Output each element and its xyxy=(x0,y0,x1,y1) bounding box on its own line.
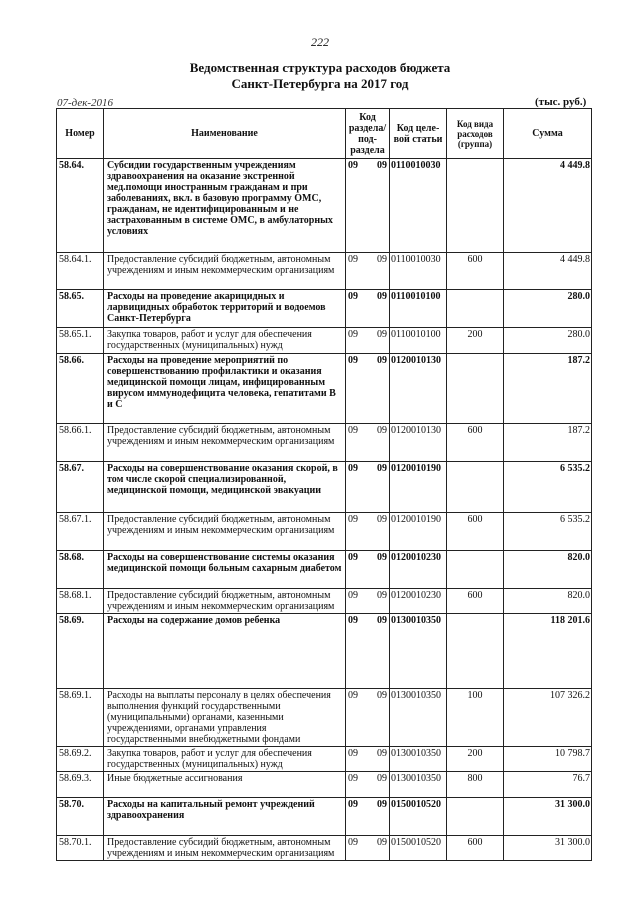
row-expense-type: 200 xyxy=(447,747,504,772)
row-target-code: 0130010350 xyxy=(390,747,447,772)
row-subsection-code: 09 xyxy=(377,773,387,784)
row-name: Предоставление субсидий бюджетным, автономным учреждениям и иным некоммерческим организациям xyxy=(104,589,346,614)
table-row xyxy=(57,689,592,747)
row-sum: 820.0 xyxy=(504,551,592,589)
row-name: Предоставление субсидий бюджетным, автономным учреждениям и иным некоммерческим организациям xyxy=(104,253,346,290)
row-subsection-code: 09 xyxy=(377,615,387,626)
row-number: 58.64. xyxy=(57,159,104,253)
row-section-code: 09 xyxy=(348,355,358,366)
table-row xyxy=(57,462,592,513)
row-section xyxy=(346,462,390,513)
row-name: Предоставление субсидий бюджетным, автономным учреждениям и иным некоммерческим организациям xyxy=(104,513,346,551)
row-section xyxy=(346,614,390,689)
title-line-2: Санкт-Петербурга на 2017 год xyxy=(231,76,409,91)
table-row xyxy=(57,772,592,798)
row-expense-type: 600 xyxy=(447,253,504,290)
row-number: 58.67.1. xyxy=(57,513,104,551)
row-expense-type: 200 xyxy=(447,328,504,354)
row-number: 58.69.3. xyxy=(57,772,104,798)
table-row xyxy=(57,424,592,462)
row-subsection-code: 09 xyxy=(377,160,387,171)
row-name: Расходы на выплаты персоналу в целях обеспечения выполнения функций государственными (муниципальными) органами, казенными учреждениями, органами управления государственными внебюджетными фондами xyxy=(104,689,346,747)
row-target-code: 0130010350 xyxy=(390,689,447,747)
row-sum: 107 326.2 xyxy=(504,689,592,747)
row-number: 58.69. xyxy=(57,614,104,689)
row-expense-type xyxy=(447,551,504,589)
row-target-code: 0130010350 xyxy=(390,772,447,798)
row-sum: 6 535.2 xyxy=(504,462,592,513)
row-sum: 4 449.8 xyxy=(504,159,592,253)
row-expense-type: 600 xyxy=(447,424,504,462)
row-section xyxy=(346,589,390,614)
row-section xyxy=(346,354,390,424)
row-name: Расходы на проведение мероприятий по совершенствованию профилактики и оказания медицинской помощи лицам, инфицированным вирусом иммунодефицита человека, гепатитами В и С xyxy=(104,354,346,424)
row-name: Предоставление субсидий бюджетным, автономным учреждениям и иным некоммерческим организациям xyxy=(104,836,346,861)
row-section-code: 09 xyxy=(348,329,358,340)
row-section xyxy=(346,328,390,354)
row-section xyxy=(346,551,390,589)
row-name: Предоставление субсидий бюджетным, автономным учреждениям и иным некоммерческим организациям xyxy=(104,424,346,462)
row-section-code: 09 xyxy=(348,552,358,563)
table-row xyxy=(57,589,592,614)
row-subsection-code: 09 xyxy=(377,799,387,810)
row-name: Субсидии государственным учреждениям здравоохранения на оказание экстренной мед.помощи иностранным гражданам и при заболеваниях, вкл. в базовую программу ОМС, гражданам, не идентифицированным и не застрахованным в системе ОМС, в амбулаторных условиях xyxy=(104,159,346,253)
header-sum: Сумма xyxy=(504,109,592,159)
row-subsection-code: 09 xyxy=(377,291,387,302)
row-subsection-code: 09 xyxy=(377,425,387,436)
row-section xyxy=(346,772,390,798)
row-target-code: 0150010520 xyxy=(390,836,447,861)
table-row xyxy=(57,328,592,354)
row-subsection-code: 09 xyxy=(377,329,387,340)
row-subsection-code: 09 xyxy=(377,590,387,601)
row-sum: 118 201.6 xyxy=(504,614,592,689)
row-section-code: 09 xyxy=(348,463,358,474)
row-section-code: 09 xyxy=(348,514,358,525)
row-target-code: 0120010190 xyxy=(390,462,447,513)
row-target-code: 0110010100 xyxy=(390,328,447,354)
page-title xyxy=(0,60,640,92)
row-subsection-code: 09 xyxy=(377,748,387,759)
row-section-code: 09 xyxy=(348,590,358,601)
row-name: Расходы на совершенствование оказания скорой, в том числе скорой специализированной, медицинской помощи, медицинской эвакуации xyxy=(104,462,346,513)
table-row xyxy=(57,798,592,836)
row-expense-type xyxy=(447,354,504,424)
row-subsection-code: 09 xyxy=(377,463,387,474)
row-number: 58.69.2. xyxy=(57,747,104,772)
row-section-code: 09 xyxy=(348,425,358,436)
document-date: 07-дек-2016 xyxy=(57,97,114,109)
row-name: Расходы на капитальный ремонт учреждений здравоохранения xyxy=(104,798,346,836)
row-number: 58.68.1. xyxy=(57,589,104,614)
row-subsection-code: 09 xyxy=(377,514,387,525)
row-subsection-code: 09 xyxy=(377,254,387,265)
row-name: Расходы на проведение акарицидных и ларвицидных обработок территорий и водоемов Санкт-Петербурга xyxy=(104,290,346,328)
row-section xyxy=(346,798,390,836)
row-section-code: 09 xyxy=(348,160,358,171)
row-target-code: 0110010100 xyxy=(390,290,447,328)
row-expense-type xyxy=(447,462,504,513)
row-section xyxy=(346,747,390,772)
table-row xyxy=(57,747,592,772)
row-sum: 280.0 xyxy=(504,290,592,328)
row-number: 58.68. xyxy=(57,551,104,589)
row-section xyxy=(346,424,390,462)
row-expense-type: 100 xyxy=(447,689,504,747)
header-expense-type: Код вида расходов (группа) xyxy=(447,109,504,159)
row-expense-type xyxy=(447,159,504,253)
row-number: 58.69.1. xyxy=(57,689,104,747)
title-line-1: Ведомственная структура расходов бюджета xyxy=(189,60,451,75)
row-sum: 4 449.8 xyxy=(504,253,592,290)
row-subsection-code: 09 xyxy=(377,837,387,848)
header-target: Код целе- вой статьи xyxy=(390,109,447,159)
row-expense-type: 600 xyxy=(447,836,504,861)
table-row xyxy=(57,551,592,589)
row-number: 58.66. xyxy=(57,354,104,424)
table-header-row xyxy=(57,109,592,159)
row-name: Закупка товаров, работ и услуг для обеспечения государственных (муниципальных) нужд xyxy=(104,328,346,354)
row-sum: 187.2 xyxy=(504,354,592,424)
row-subsection-code: 09 xyxy=(377,552,387,563)
row-sum: 6 535.2 xyxy=(504,513,592,551)
row-section xyxy=(346,836,390,861)
row-subsection-code: 09 xyxy=(377,690,387,701)
row-target-code: 0110010030 xyxy=(390,159,447,253)
table-row xyxy=(57,836,592,861)
row-target-code: 0150010520 xyxy=(390,798,447,836)
table-row xyxy=(57,253,592,290)
table-row xyxy=(57,290,592,328)
table-row xyxy=(57,513,592,551)
page-number: 222 xyxy=(311,35,329,49)
row-target-code: 0120010130 xyxy=(390,354,447,424)
row-target-code: 0120010130 xyxy=(390,424,447,462)
row-expense-type xyxy=(447,798,504,836)
row-target-code: 0120010190 xyxy=(390,513,447,551)
row-number: 58.66.1. xyxy=(57,424,104,462)
header-section: Код раздела/ под- раздела xyxy=(346,109,390,159)
row-expense-type xyxy=(447,290,504,328)
row-number: 58.70.1. xyxy=(57,836,104,861)
row-target-code: 0120010230 xyxy=(390,551,447,589)
row-section xyxy=(346,689,390,747)
row-expense-type: 600 xyxy=(447,589,504,614)
row-expense-type xyxy=(447,614,504,689)
row-target-code: 0120010230 xyxy=(390,589,447,614)
row-section-code: 09 xyxy=(348,837,358,848)
row-section-code: 09 xyxy=(348,773,358,784)
row-number: 58.65.1. xyxy=(57,328,104,354)
row-section-code: 09 xyxy=(348,615,358,626)
row-section-code: 09 xyxy=(348,748,358,759)
row-sum: 820.0 xyxy=(504,589,592,614)
row-section xyxy=(346,159,390,253)
row-name: Закупка товаров, работ и услуг для обеспечения государственных (муниципальных) нужд xyxy=(104,747,346,772)
row-sum: 31 300.0 xyxy=(504,836,592,861)
units-label: (тыс. руб.) xyxy=(535,96,587,108)
header-name: Наименование xyxy=(104,109,346,159)
row-name: Иные бюджетные ассигнования xyxy=(104,772,346,798)
row-sum: 187.2 xyxy=(504,424,592,462)
row-target-code: 0130010350 xyxy=(390,614,447,689)
row-section-code: 09 xyxy=(348,291,358,302)
row-name: Расходы на совершенствование системы оказания медицинской помощи больным сахарным диабетом xyxy=(104,551,346,589)
row-section xyxy=(346,253,390,290)
row-section-code: 09 xyxy=(348,690,358,701)
row-section-code: 09 xyxy=(348,799,358,810)
row-number: 58.70. xyxy=(57,798,104,836)
row-subsection-code: 09 xyxy=(377,355,387,366)
row-section-code: 09 xyxy=(348,254,358,265)
row-expense-type: 600 xyxy=(447,513,504,551)
header-number: Номер xyxy=(57,109,104,159)
row-sum: 31 300.0 xyxy=(504,798,592,836)
table-row xyxy=(57,354,592,424)
row-section xyxy=(346,290,390,328)
row-number: 58.64.1. xyxy=(57,253,104,290)
row-sum: 76.7 xyxy=(504,772,592,798)
row-number: 58.65. xyxy=(57,290,104,328)
row-name: Расходы на содержание домов ребенка xyxy=(104,614,346,689)
budget-table xyxy=(56,108,592,861)
row-sum: 10 798.7 xyxy=(504,747,592,772)
table-row xyxy=(57,614,592,689)
row-section xyxy=(346,513,390,551)
row-sum: 280.0 xyxy=(504,328,592,354)
row-expense-type: 800 xyxy=(447,772,504,798)
table-row xyxy=(57,159,592,253)
row-number: 58.67. xyxy=(57,462,104,513)
row-target-code: 0110010030 xyxy=(390,253,447,290)
